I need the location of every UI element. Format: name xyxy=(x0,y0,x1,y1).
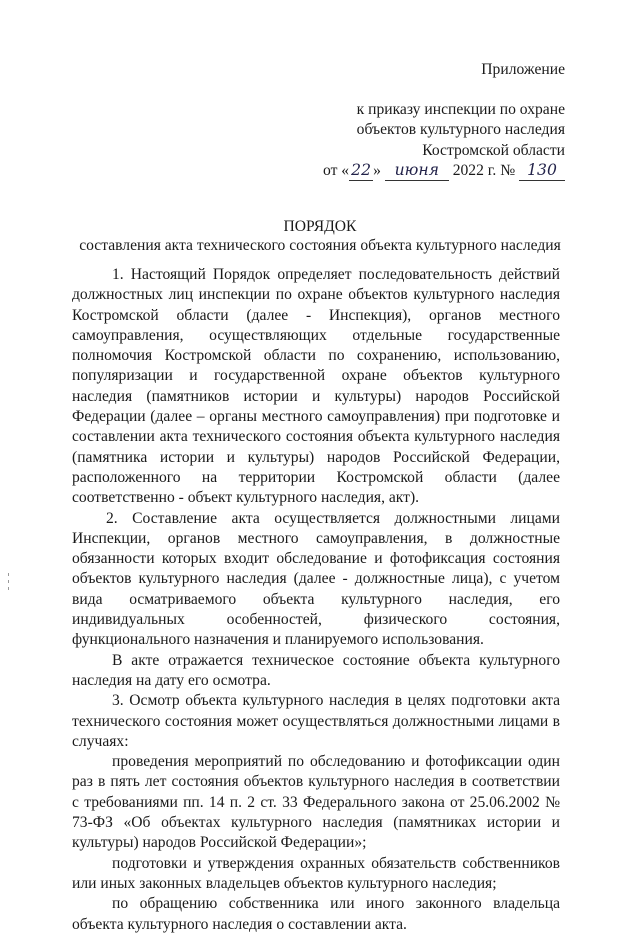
handwritten-order-number: 130 xyxy=(527,160,557,179)
date-year: 2022 г. № xyxy=(448,161,519,179)
order-date-line xyxy=(225,161,565,181)
paragraph-3: 3. Осмотр объекта культурного наследия в целях подготовки акта технического состояния может осуществляться должностными лицами в случаях: xyxy=(72,692,560,750)
scan-margin-mark xyxy=(8,573,10,601)
order-line: к приказу инспекции по охране xyxy=(356,101,565,118)
document-subtitle: составления акта технического состояния объекта культурного наследия xyxy=(79,237,561,254)
paragraph-3-case-2: подготовки и утверждения охранных обязательств собственников или иных законных владельцев объектов культурного наследия; xyxy=(72,854,560,892)
handwritten-month: июня xyxy=(394,160,439,179)
paragraph-2-note: В акте отражается техническое состояние объекта культурного наследия на дату его осмотра. xyxy=(72,651,560,689)
handwritten-day: 22 xyxy=(351,160,372,179)
appendix-label: Приложение xyxy=(481,61,565,78)
paragraph-1: 1. Настоящий Порядок определяет последовательность действий должностных лиц инспекции по охране объектов культурного наследия Костромской области (далее - Инспекция), органов местного самоуправления, осуществляющих отдельные государственные полномочия Костромской области по сохранению, использованию, популяризации и государственной охране объектов культурного наследия (памятников истории и культуры) народов Российской Федерации (далее – органы местного самоуправления) при подготовке и составлении акта технического состояния объекта культурного наследия (памятника истории и культуры) народов Российской Федерации, расположенного на территории Костромской области (далее соответственно - объект культурного наследия, акт). xyxy=(72,266,560,507)
paragraph-3-case-1: проведения мероприятий по обследованию и фотофиксации один раз в пять лет состояния объектов культурного наследия в соответствии с требованиями пп. 14 п. 2 ст. 33 Федерального закона от 25.06.2002 № 73-ФЗ «Об объектах культурного наследия (памятниках истории и культуры) народов Российской Федерации»; xyxy=(72,753,560,852)
date-prefix: от « xyxy=(322,161,350,179)
order-line: объектов культурного наследия xyxy=(356,121,565,139)
order-line: Костромской области xyxy=(422,141,565,159)
document-title: ПОРЯДОК xyxy=(283,218,357,235)
paragraph-3-case-3: по обращению собственника или иного законного владельца объекта культурного наследия о составлении акта. xyxy=(72,895,560,933)
paragraph-2: 2. Составление акта осуществляется должностными лицами Инспекции, органов местного самоуправления, в должностные обязанности которых входит обследование и фотофиксация состояния объектов культурного наследия (далее - должностные лица), с учетом вида осматриваемого объекта культурного наследия, его индивидуальных особенностей, физического состояния, функционального назначения и планируемого использования. xyxy=(72,509,560,649)
date-mid: » xyxy=(373,161,385,179)
order-reference xyxy=(225,100,565,181)
document-body xyxy=(72,265,560,935)
